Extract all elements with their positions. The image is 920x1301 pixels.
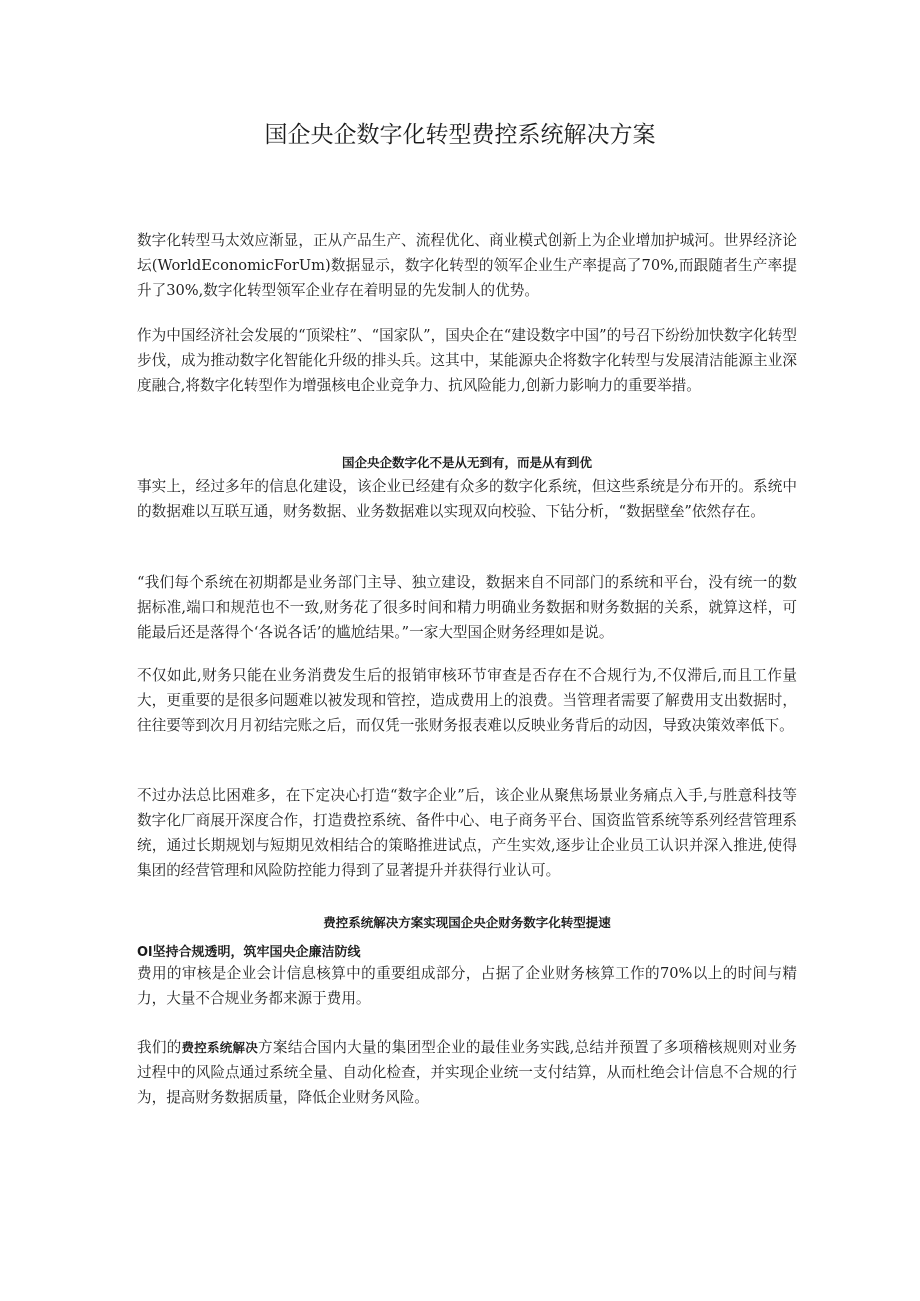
paragraph-5: 不仅如此,财务只能在业务消费发生后的报销审核环节审查是否存在不合规行为,不仅滞后,而且工作量大，更重要的是很多问题难以被发现和管控，造成费用上的浪费。当管理者需要了解费用支出数据时，往往要等到次月月初结完账之后，而仅凭一张财务报表难以反映业务背后的动因，导致决策效率低下。	[137, 667, 797, 734]
paragraph-8	[137, 1035, 797, 1110]
paragraph-8-rest: 方案结合国内大量的集团型企业的最佳业务实践,总结并预置了多项稽核规则对业务过程中的风险点通过系统全量、自动化检查，并实现企业统一支付结算，从而杜绝会计信息不合规的行为，提高财务数据质量，降低企业财务风险。	[137, 1039, 797, 1106]
paragraph-7: 费用的审核是企业会计信息核算中的重要组成部分，占据了企业财务核算工作的70%以上的时间与精力，大量不合规业务都来源于费用。	[137, 965, 797, 1007]
section-heading-1: 国企央企数字化不是从无到有，而是从有到优	[341, 455, 592, 470]
section-heading-2: 费控系统解决方案实现国企央企财务数字化转型提速	[323, 915, 611, 930]
paragraph-4: “我们每个系统在初期都是业务部门主导、独立建设，数据来自不同部门的系统和平台，没有统一的数据标准,端口和规范也不一致,财务花了很多时间和精力明确业务数据和财务数据的关系，就算这样，可能最后还是落得个‘各说各话’的尴尬结果。”一家大型国企财务经理如是说。	[137, 574, 797, 641]
subsection-heading-1: Ol坚持合规透明，筑牢国央企廉洁防线	[137, 945, 361, 960]
document-title: 国企央企数字化转型费控系统解决方案	[264, 122, 656, 148]
paragraph-1: 数字化转型马太效应渐显，正从产品生产、流程优化、商业模式创新上为企业增加护城河。世界经济论坛(WorldEconomicForUm)数据显示，数字化转型的领军企业生产率提高了70%,而跟随者生产率提升了30%,数字化转型领军企业存在着明显的先发制人的优势。	[137, 232, 797, 299]
paragraph-6: 不过办法总比困难多，在下定决心打造“数字企业”后，该企业从聚焦场景业务痛点入手,与胜意科技等数字化厂商展开深度合作，打造费控系统、备件中心、电子商务平台、国资监管系统等系列经营管理系统，通过长期规划与短期见效相结合的策略推进试点，产生实效,逐步让企业员工认识并深入推进,使得集团的经营管理和风险防控能力得到了显著提升并获得行业认可。	[137, 787, 797, 879]
paragraph-2: 作为中国经济社会发展的“顶梁柱”、“国家队”，国央企在“建设数字中国”的号召下纷纷加快数字化转型步伐，成为推动数字化智能化升级的排头兵。这其中，某能源央企将数字化转型与发展清洁能源主业深度融合,将数字化转型作为增强核电企业竞争力、抗风险能力,创新力影响力的重要举措。	[137, 327, 797, 394]
paragraph-8-start: 我们的	[137, 1039, 182, 1056]
paragraph-3: 事实上，经过多年的信息化建设，该企业已经建有众多的数字化系统，但这些系统是分布开的。系统中的数据难以互联互通，财务数据、业务数据难以实现双向校验、下钻分析，“数据壁垒”依然存在。	[137, 478, 797, 520]
paragraph-8-bold-term: 费控系统解决	[181, 1040, 259, 1055]
